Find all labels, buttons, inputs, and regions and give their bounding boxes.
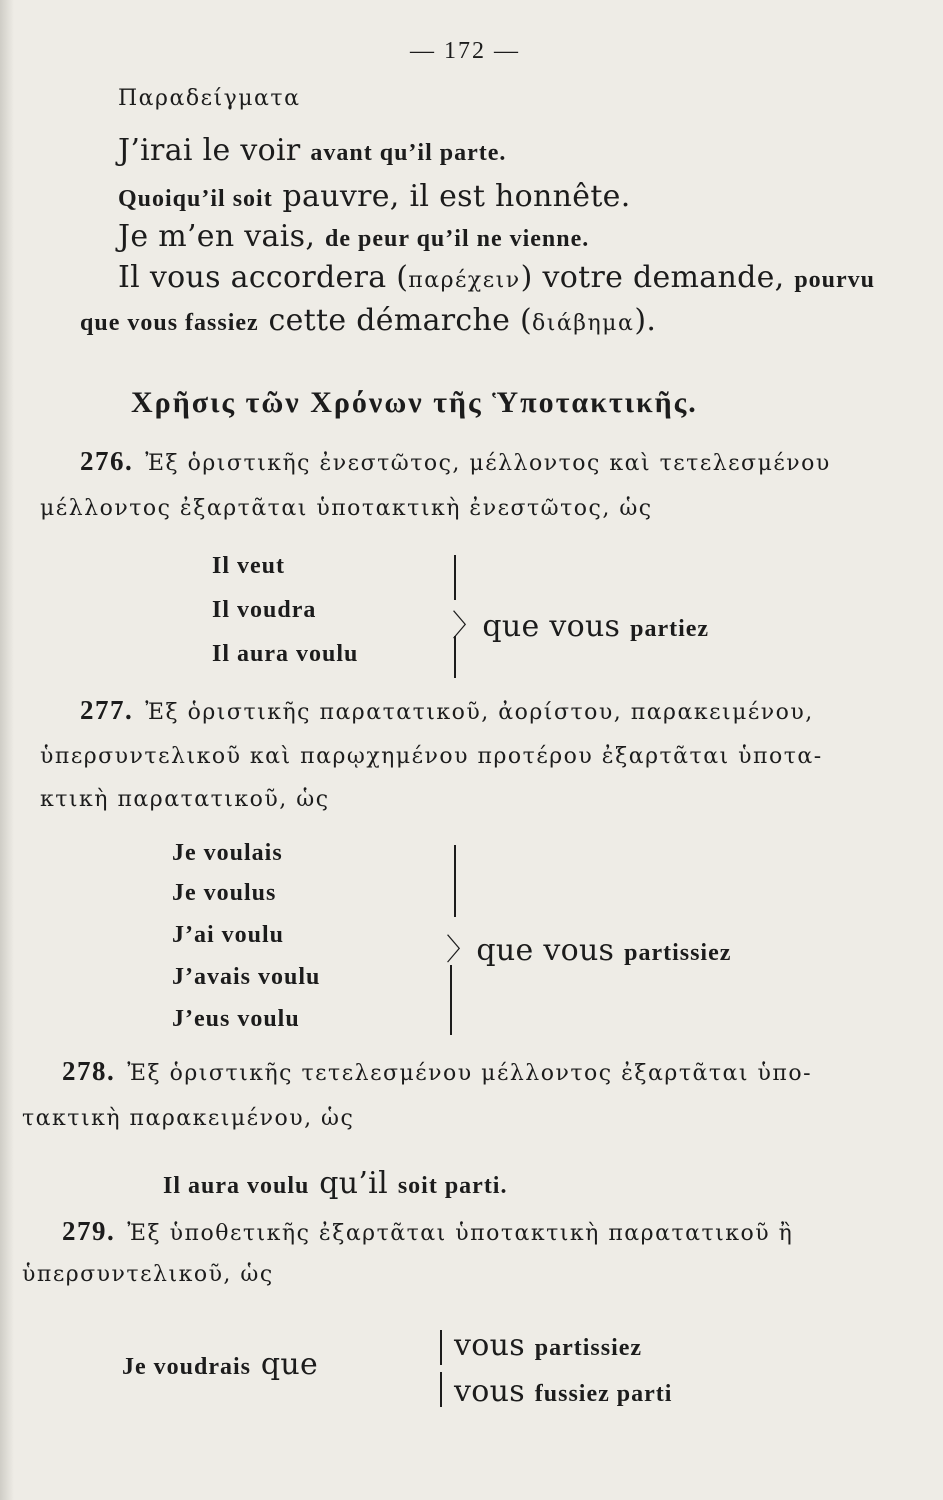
paragraph-number: 276. — [80, 446, 134, 476]
bracket-line — [450, 965, 452, 1035]
conj-277-left-5: J’eus voulu — [172, 1006, 300, 1032]
conj-276-right — [452, 601, 709, 645]
paragraph-number: 277. — [80, 695, 134, 725]
page-shadow-left — [0, 0, 14, 1500]
paragraph-276-line-1 — [80, 446, 831, 477]
text-plain: Il vous accordera ( — [118, 260, 409, 295]
conj-276-left-3: Il aura voulu — [212, 641, 359, 667]
text-greek: διάβημα — [532, 311, 635, 336]
text-bold: de peur qu’il ne vienne. — [325, 226, 590, 252]
example-279-right-1 — [454, 1328, 642, 1363]
example-278 — [163, 1166, 507, 1201]
paragraph-278-line-2: τακτικὴ παρακειμένου, ὡς — [22, 1106, 355, 1131]
text-plain: Je m’en vais, — [118, 219, 326, 254]
paragraph-277-line-1 — [80, 695, 814, 726]
brace-mark: 〉 — [446, 933, 477, 968]
text-bold: soit parti. — [397, 1173, 508, 1199]
text-plain: ) votre demande, — [520, 260, 795, 295]
text-plain: qu’il — [309, 1166, 398, 1201]
bracket-line — [440, 1372, 442, 1407]
paragraph-278-line-1 — [62, 1056, 812, 1087]
bracket-line — [440, 1330, 442, 1365]
example-279-left — [122, 1347, 318, 1382]
text-bold: pourvu — [794, 267, 876, 293]
text-bold: Il aura voulu — [163, 1173, 310, 1199]
text-bold: partissiez — [534, 1335, 643, 1361]
paragraph-277-line-3: κτικὴ παρατατικοῦ, ὡς — [40, 787, 330, 812]
paragraph-279-line-1 — [62, 1216, 793, 1247]
text-bold: avant qu’il parte. — [310, 140, 507, 166]
conj-277-left-3: J’ai voulu — [172, 922, 285, 948]
text-greek: Ἐξ ὁριστικῆς τετελεσμένου μέλλοντος ἐξαρτᾶται ὑπο- — [127, 1061, 812, 1086]
examples-heading: Παραδείγματα — [118, 86, 301, 111]
text-bold: partiez — [630, 616, 710, 642]
text-greek: Ἐξ ὑποθετικῆς ἐξαρτᾶται ὑποτακτικὴ παρατατικοῦ ἢ — [127, 1221, 794, 1246]
conj-277-left-4: J’avais voulu — [172, 964, 321, 990]
brace-mark: 〉 — [452, 609, 483, 644]
paragraph-number: 278. — [62, 1056, 116, 1086]
text-bold: que vous fassiez — [80, 310, 259, 336]
text-plain: cette démarche ( — [258, 303, 533, 338]
example-line-4 — [118, 260, 875, 295]
page-number: — 172 — — [410, 38, 520, 64]
text-plain: que vous — [482, 609, 631, 644]
text-bold: Quoiqu’il soit — [118, 186, 273, 212]
text-greek: Ἐξ ὁριστικῆς ἐνεστῶτος, μέλλοντος καὶ τετελεσμένου — [145, 451, 831, 476]
example-line-5 — [80, 303, 656, 338]
conj-277-right — [446, 925, 731, 969]
example-line-2 — [118, 179, 631, 214]
conj-277-left-1: Je voulais — [172, 840, 283, 866]
text-bold: Je voudrais — [122, 1354, 252, 1380]
text-plain: que vous — [476, 933, 625, 968]
paragraph-277-line-2: ὑπερσυντελικοῦ καὶ παρῳχημένου προτέρου ἐξαρτᾶται ὑποτα- — [40, 744, 823, 769]
text-plain: pauvre, il est honnête. — [272, 179, 631, 214]
example-line-3 — [118, 219, 589, 254]
example-line-1 — [118, 133, 506, 168]
text-plain: J’irai le voir — [118, 133, 311, 168]
text-bold: fussiez parti — [534, 1381, 673, 1407]
text-greek: παρέχειν — [408, 268, 521, 293]
text-bold: partissiez — [624, 940, 732, 966]
bracket-line — [454, 555, 456, 600]
conj-277-left-2: Je voulus — [172, 880, 277, 906]
text-plain: vous — [454, 1374, 535, 1409]
text-plain: ). — [634, 303, 657, 338]
paragraph-number: 279. — [62, 1216, 116, 1246]
conj-276-left-1: Il veut — [212, 553, 285, 579]
paragraph-276-line-2: μέλλοντος ἐξαρτᾶται ὑποτακτικὴ ἐνεστῶτος, ὡς — [40, 496, 653, 521]
text-plain: vous — [454, 1328, 535, 1363]
conj-276-left-2: Il voudra — [212, 597, 317, 623]
bracket-line — [454, 845, 456, 917]
section-title: Χρῆσις τῶν Χρόνων τῆς Ὑποτακτικῆς. — [131, 386, 698, 419]
example-279-right-2 — [454, 1374, 672, 1409]
paragraph-279-line-2: ὑπερσυντελικοῦ, ὡς — [22, 1262, 274, 1287]
text-plain: que — [251, 1347, 319, 1382]
text-greek: Ἐξ ὁριστικῆς παρατατικοῦ, ἀορίστου, παρακειμένου, — [145, 700, 814, 725]
